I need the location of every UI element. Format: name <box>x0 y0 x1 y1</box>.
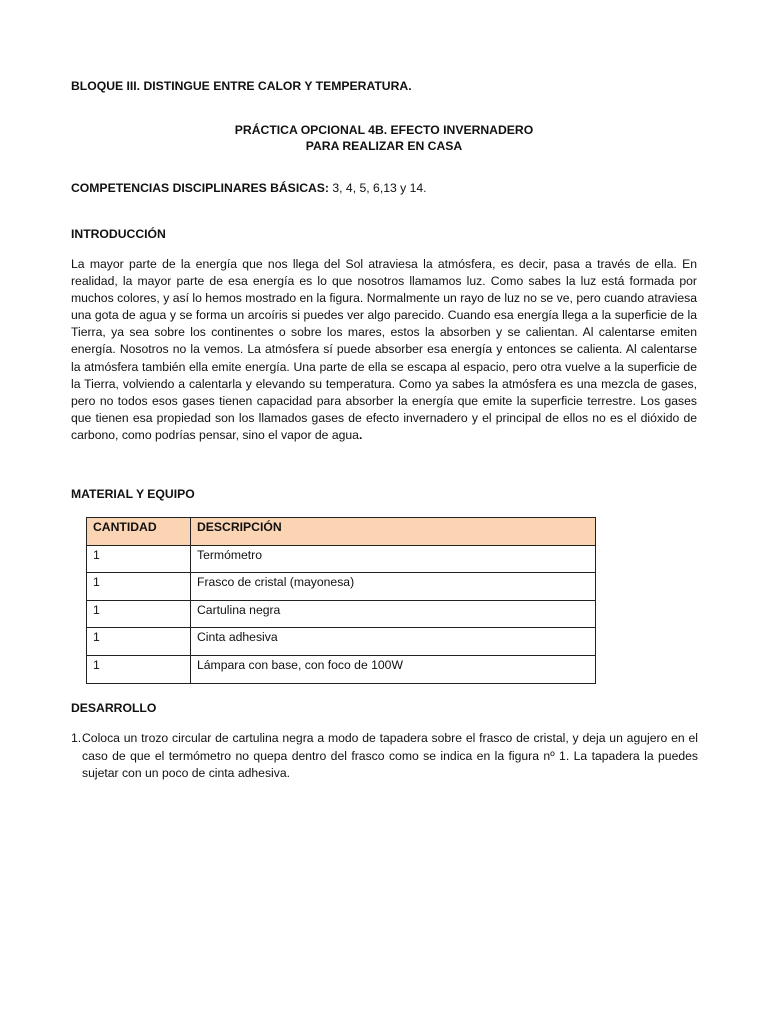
table-cell-descripcion: Lámpara con base, con foco de 100W <box>191 655 596 683</box>
table-cell-cantidad: 1 <box>87 655 191 683</box>
practica-title-line2: PARA REALIZAR EN CASA <box>305 139 463 153</box>
competencias-label: COMPETENCIAS DISCIPLINARES BÁSICAS: <box>71 181 329 195</box>
desarrollo-heading: DESARROLLO <box>71 701 157 715</box>
table-header-row <box>87 518 596 546</box>
bloque-heading: BLOQUE III. DISTINGUE ENTRE CALOR Y TEMPERATURA. <box>71 79 412 93</box>
table-cell-descripcion: Termómetro <box>191 545 596 573</box>
table-row <box>87 655 596 683</box>
table-cell-cantidad: 1 <box>87 600 191 628</box>
practica-title <box>0 122 768 154</box>
introduccion-paragraph <box>71 256 697 444</box>
table-row <box>87 600 596 628</box>
introduccion-body: La mayor parte de la energía que nos llega del Sol atraviesa la atmósfera, es decir, pasa a través de ella. En realidad, la mayor parte de esa energía es lo que nosotros llamamos luz. Como sabes la luz está formada por muchos colores, y así lo hemos mostrado en la figura. Normalmente un rayo de luz no se ve, pero cuando atraviesa una gota de agua y se forma un arcoíris si puedes ver algo parecido. Cuando esa energía llega a la superficie de la Tierra, ya sea sobre los continentes o sobre los mares, estos la absorben y se calientan. Al calentarse emiten energía. Nosotros no la vemos. La atmósfera sí puede absorber esa energía y entonces se calienta. Al calentarse la atmósfera también ella emite energía. Una parte de ella se escapa al espacio, pero otra vuelve a la superficie de la Tierra, volviendo a calentarla y elevando su temperatura. Como ya sabes la atmósfera es una mezcla de gases, pero no todos esos gases tienen capacidad para absorber la energía que emite la superficie terrestre. Los gases que tienen esa propiedad son los llamados gases de efecto invernadero y el principal de ellos no es el dióxido de carbono, como podrías pensar, sino el vapor de agua <box>71 257 697 442</box>
table-cell-descripcion: Cartulina negra <box>191 600 596 628</box>
table-cell-cantidad: 1 <box>87 545 191 573</box>
table-row <box>87 545 596 573</box>
competencias-line <box>71 181 427 195</box>
desarrollo-step <box>71 730 698 783</box>
practica-title-line1: PRÁCTICA OPCIONAL 4B. EFECTO INVERNADERO <box>234 123 534 137</box>
material-table <box>86 517 596 684</box>
introduccion-body-end: . <box>358 427 363 442</box>
table-row <box>87 628 596 656</box>
competencias-value: 3, 4, 5, 6,13 y 14. <box>329 181 427 195</box>
table-row <box>87 573 596 601</box>
table-header-cantidad: CANTIDAD <box>87 518 191 546</box>
step-text: Coloca un trozo circular de cartulina negra a modo de tapadera sobre el frasco de cristal, y deja un agujero en el caso de que el termómetro no quepa dentro del frasco como se indica en la figura nº 1. La tapadera la puedes sujetar con un poco de cinta adhesiva. <box>82 731 698 781</box>
table-cell-cantidad: 1 <box>87 573 191 601</box>
table-cell-cantidad: 1 <box>87 628 191 656</box>
material-heading: MATERIAL Y EQUIPO <box>71 487 195 501</box>
table-cell-descripcion: Cinta adhesiva <box>191 628 596 656</box>
introduccion-heading: INTRODUCCIÓN <box>71 227 166 241</box>
table-cell-descripcion: Frasco de cristal (mayonesa) <box>191 573 596 601</box>
step-number: 1. <box>71 731 82 745</box>
table-header-descripcion: DESCRIPCIÓN <box>191 518 596 546</box>
